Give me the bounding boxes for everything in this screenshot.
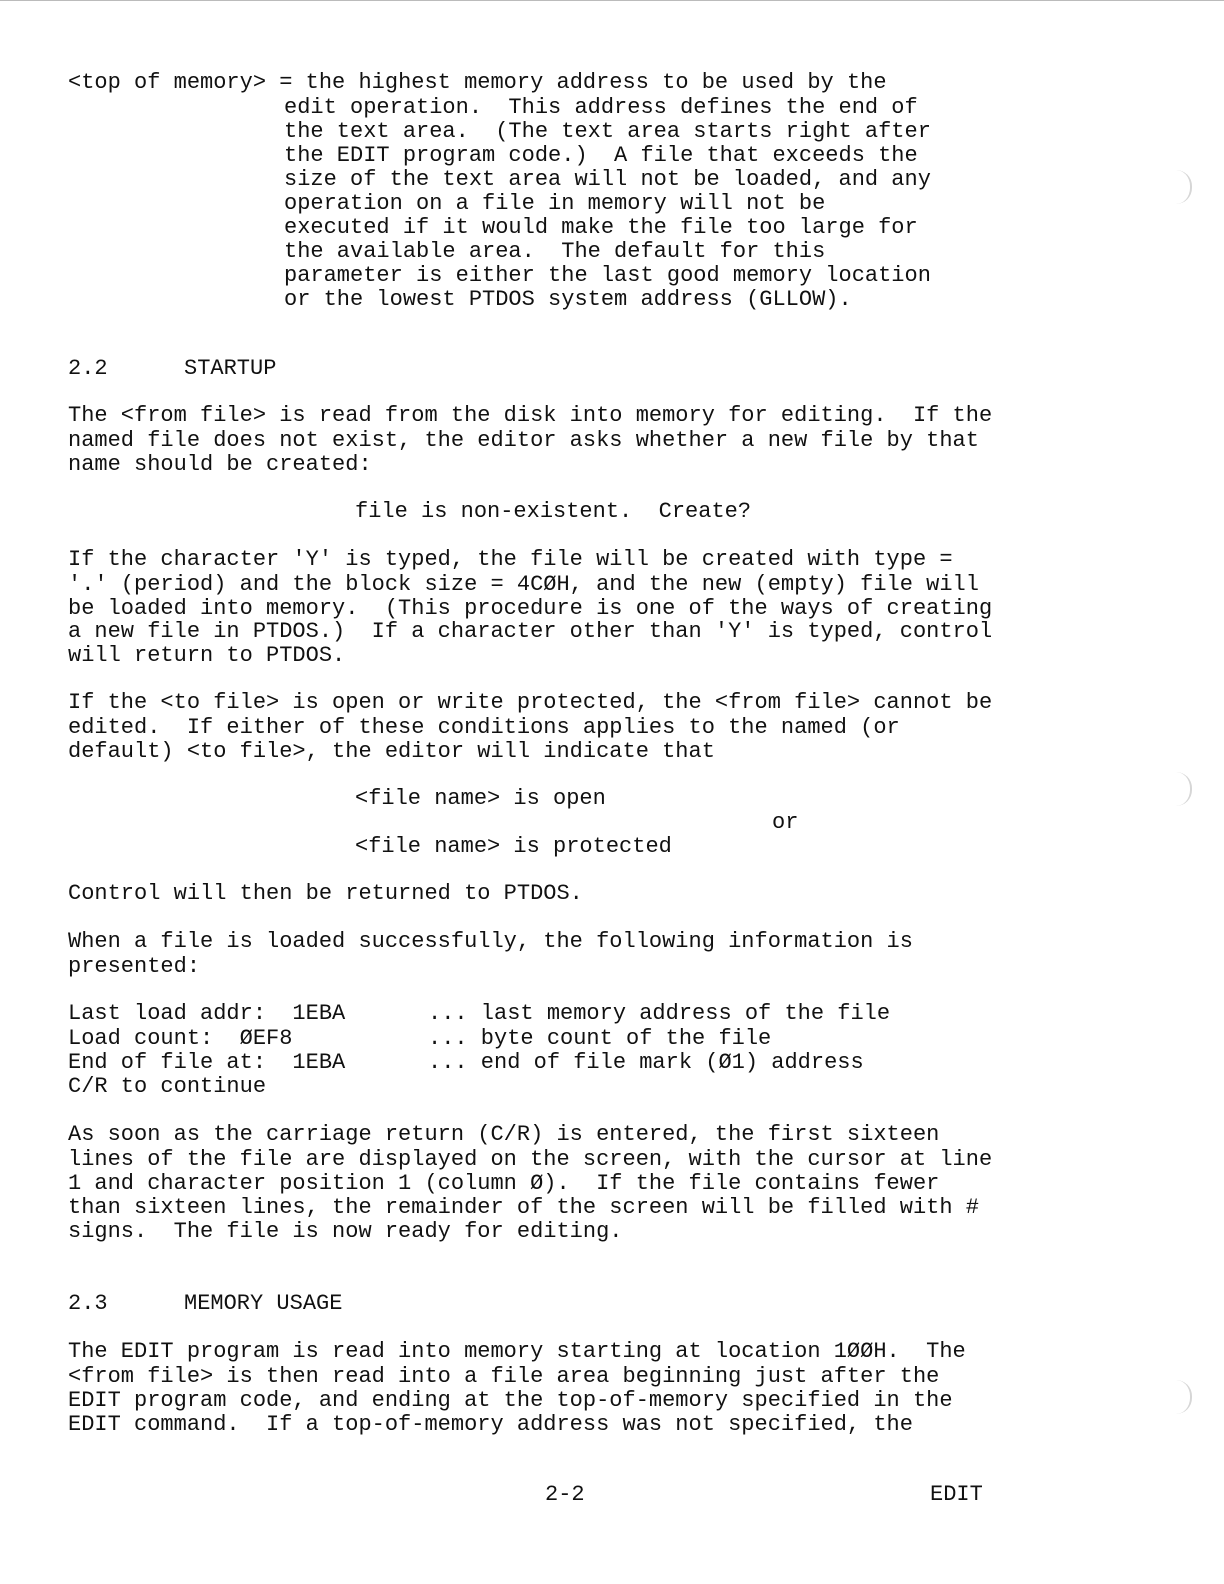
punch-hole-shadow: [1176, 1380, 1192, 1414]
paragraph-line: lines of the file are displayed on the screen, with the cursor at line: [68, 1147, 993, 1172]
paragraph-line: signs. The file is now ready for editing.: [68, 1219, 623, 1244]
paragraph-line: EDIT command. If a top-of-memory address was not specified, the: [68, 1412, 913, 1437]
paragraph-line: EDIT program code, and ending at the top-of-memory specified in the: [68, 1388, 953, 1413]
paragraph-line: '.' (period) and the block size = 4CØH, and the new (empty) file will: [68, 572, 979, 597]
paragraph-line: will return to PTDOS.: [68, 643, 346, 668]
file-open-message: <file name> is open: [355, 786, 606, 811]
paragraph-line: default) <to file>, the editor will indicate that: [68, 739, 715, 764]
load-info-description: ... end of file mark (Ø1) address: [428, 1050, 864, 1075]
load-info-label: Last load addr: 1EBA: [68, 1001, 346, 1026]
definition-line: the text area. (The text area starts right after: [284, 119, 931, 144]
definition-line: executed if it would make the file too large for: [284, 215, 918, 240]
load-info-label: End of file at: 1EBA: [68, 1050, 346, 1075]
definition-line: operation on a file in memory will not be: [284, 191, 826, 216]
paragraph-line: than sixteen lines, the remainder of the screen will be filled with #: [68, 1195, 979, 1220]
section-number: 2.3: [68, 1291, 108, 1316]
file-protected-message: <file name> is protected: [355, 834, 672, 859]
continue-prompt: C/R to continue: [68, 1074, 267, 1099]
load-info-description: ... last memory address of the file: [428, 1001, 891, 1026]
section-title: STARTUP: [184, 356, 277, 381]
definition-line: or the lowest PTDOS system address (GLLOW).: [284, 287, 852, 312]
paragraph-line: 1 and character position 1 (column Ø). If the file contains fewer: [68, 1171, 940, 1196]
paragraph-line: presented:: [68, 954, 201, 979]
paragraph-line: If the <to file> is open or write protected, the <from file> cannot be: [68, 690, 993, 715]
paragraph-line: be loaded into memory. (This procedure is one of the ways of creating: [68, 596, 993, 621]
definition-term: <top of memory>: [68, 70, 267, 95]
punch-hole-shadow: [1176, 772, 1192, 806]
definition-line: = the highest memory address to be used by the: [266, 70, 887, 95]
paragraph-line: When a file is loaded successfully, the following information is: [68, 929, 913, 954]
paragraph-line: <from file> is then read into a file area beginning just after the: [68, 1364, 940, 1389]
or-separator: or: [772, 810, 799, 835]
paragraph-line: As soon as the carriage return (C/R) is entered, the first sixteen: [68, 1122, 940, 1147]
chapter-name: EDIT: [930, 1482, 983, 1507]
paragraph-line: named file does not exist, the editor asks whether a new file by that: [68, 428, 979, 453]
punch-hole-shadow: [1176, 170, 1192, 204]
create-prompt-message: file is non-existent. Create?: [355, 499, 752, 524]
paragraph-line: a new file in PTDOS.) If a character other than 'Y' is typed, control: [68, 619, 993, 644]
startup-paragraph-4: Control will then be returned to PTDOS.: [68, 881, 583, 906]
section-number: 2.2: [68, 356, 108, 381]
definition-line: size of the text area will not be loaded, and any: [284, 167, 931, 192]
definition-line: parameter is either the last good memory location: [284, 263, 931, 288]
load-info-description: ... byte count of the file: [428, 1026, 772, 1051]
top-edge-rule: [0, 0, 1224, 1]
page-number: 2-2: [545, 1482, 585, 1507]
paragraph-line: The EDIT program is read into memory starting at location 1ØØH. The: [68, 1339, 966, 1364]
section-title: MEMORY USAGE: [184, 1291, 343, 1316]
definition-line: the EDIT program code.) A file that exceeds the: [284, 143, 918, 168]
load-info-label: Load count: ØEF8: [68, 1026, 293, 1051]
paragraph-line: edited. If either of these conditions applies to the named (or: [68, 715, 900, 740]
definition-line: the available area. The default for this: [284, 239, 826, 264]
paragraph-line: If the character 'Y' is typed, the file will be created with type =: [68, 547, 953, 572]
paragraph-line: name should be created:: [68, 452, 372, 477]
paragraph-line: The <from file> is read from the disk into memory for editing. If the: [68, 403, 993, 428]
definition-line: edit operation. This address defines the end of: [284, 95, 918, 120]
